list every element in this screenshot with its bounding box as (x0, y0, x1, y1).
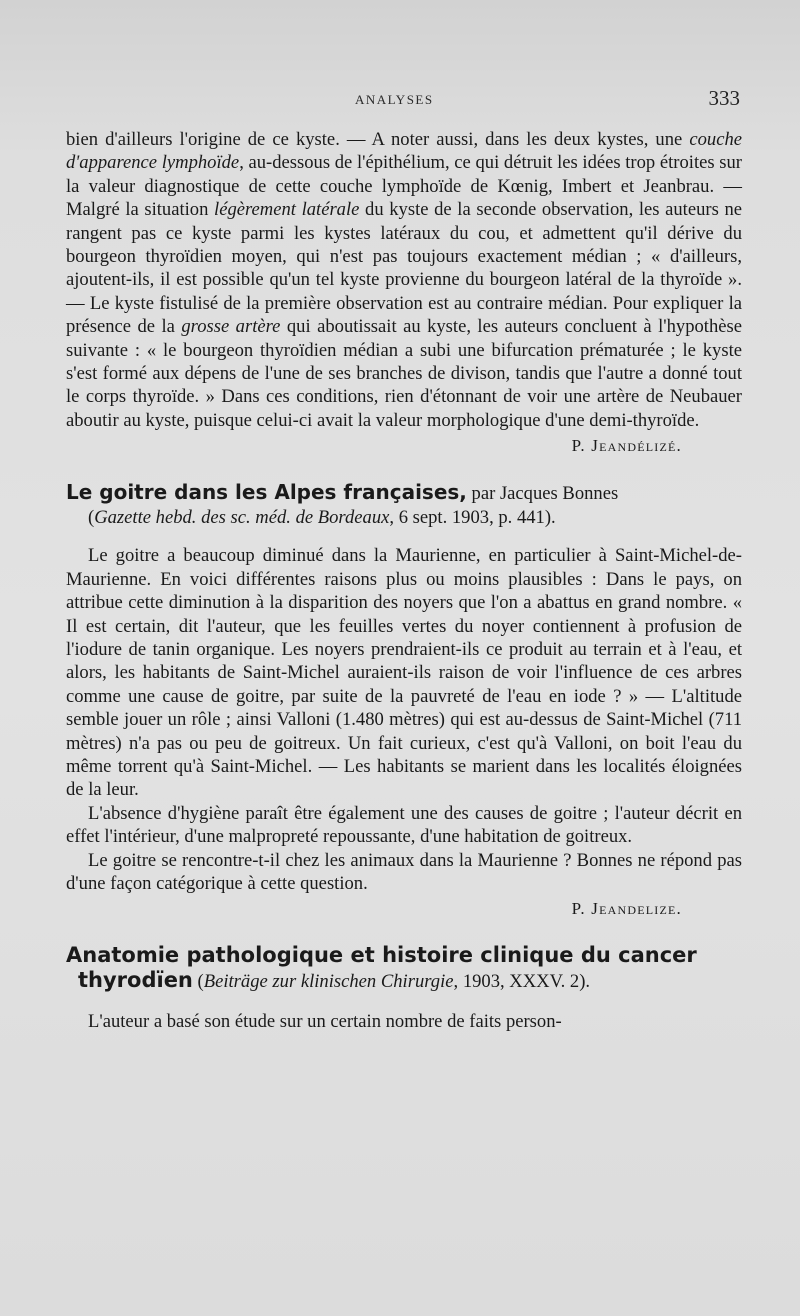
paragraph (66, 128, 742, 432)
paragraph: Le goitre se rencontre-t-il chez les animaux dans la Maurienne ? Bonnes ne répond pas d'une façon catégorique à cette question. (66, 849, 742, 894)
text-run: du kyste de la seconde observation, les auteurs ne rangent pas ce kyste parmi les kystes latéraux du cou, et admettent qu'il dérive du bourgeon thyroïdien moyen, qui n'est pas toujours exactement médian ; « d'ailleurs, ajoutent-ils, il est possible qu'un tel kyste provienne du bourgeon latéral de la thyroïde ». — Le kyste fistulisé de la première observation est au contraire médian. Pour expliquer la présence de la (66, 199, 742, 338)
article-kyste-continued (66, 128, 742, 458)
journal-name: Beiträge zur klinischen Chirurgie (203, 971, 454, 993)
article-title-line2 (66, 968, 742, 994)
author-signature: P. Jeandélizé. (571, 436, 682, 456)
article-title-bold: Anatomie pathologique et histoire clinique du cancer (66, 943, 697, 968)
text-run: qui aboutissait au kyste, les auteurs concluent à l'hypothèse suivante : « le bourgeon thyroïdien médian a subi une bifurcation prématurée ; le kyste s'est formé aux dépens de l'une de ses branches de divison, tandis que l'autre a donné tout le corps thyroïde. » Dans ces conditions, rien d'étonnant de voir une artère de Neubauer aboutir au kyste, puisque celui-ci avait la valeur morphologique d'une demi-thyroïde. (66, 316, 743, 431)
text-run: , 6 sept. 1903, p. 441). (389, 507, 556, 529)
article-title-bold: Le goitre dans les Alpes françaises, (66, 480, 467, 505)
paragraph: L'absence d'hygiène paraît être également une des causes de goitre ; l'auteur décrit en effet l'intérieur, d'une malpropreté repoussante, d'une habitation de goitreux. (66, 802, 742, 848)
text-run: ( (88, 507, 95, 529)
journal-name: Gazette hebd. des sc. méd. de Bordeaux (94, 507, 390, 529)
running-head: ANALYSES (355, 92, 434, 107)
article-author: par Jacques Bonnes (466, 483, 619, 505)
text-run: , 1903, XXXV. 2). (453, 971, 591, 993)
italic-term: légèrement latérale (214, 199, 360, 221)
text-run: ( (192, 971, 204, 993)
text-run: , au-dessous de l'épithélium, ce qui détruit les idées trop étroites sur la valeur diagnostique de cette couche lymphoïde de Kœnig, Imbert et Jeanbrau. — Malgré la situation (66, 152, 742, 221)
page-body (66, 128, 742, 1034)
page-header (60, 86, 740, 116)
paragraph: Le goitre a beaucoup diminué dans la Maurienne, en particulier à Saint-Michel-de-Maurienne. En voici différentes raisons plus ou moins plausibles : Dans le pays, on attribue cette diminution à la disparition des noyers que l'on a abattus en grand nombre. « Il est certain, dit l'auteur, que les feuilles vertes du noyer contiennent à profusion de l'iodure de tanin organique. Les noyers prendraient-ils ce produit au terrain et à l'eau, et alors, les habitants de Saint-Michel auraient-ils raison de voir l'influence de ces arbres comme une cause de goitre, par suite de la pauvreté de l'eau en iode ? » — L'altitude semble jouer un rôle ; ainsi Valloni (1.480 mètres) qui est au-dessus de Saint-Michel (711 mètres) n'a pas ou peu de goitreux. Un fait curieux, c'est qu'à Valloni, on boit l'eau du même torrent qu'à Saint-Michel. — Les habitants se marient dans les localités éloignées de la leur. (66, 545, 742, 801)
article-title-bold: thyrodïen (78, 968, 193, 993)
text-run: bien d'ailleurs l'origine de ce kyste. — A noter aussi, dans les deux kystes, une (66, 129, 690, 150)
page-number: 333 (708, 86, 740, 110)
article-source (66, 506, 742, 530)
italic-term: grosse artère (181, 316, 281, 338)
paragraph: L'auteur a basé son étude sur un certain nombre de faits person- (88, 1011, 562, 1033)
article-title (66, 943, 742, 994)
article-goitre-alpes (66, 480, 742, 921)
author-signature: P. Jeandelize. (571, 899, 682, 919)
italic-term: couche d'apparence lymphoïde (66, 129, 742, 174)
article-cancer-thyroidien (66, 943, 742, 1033)
article-title (66, 480, 742, 506)
spacer (66, 994, 742, 1010)
